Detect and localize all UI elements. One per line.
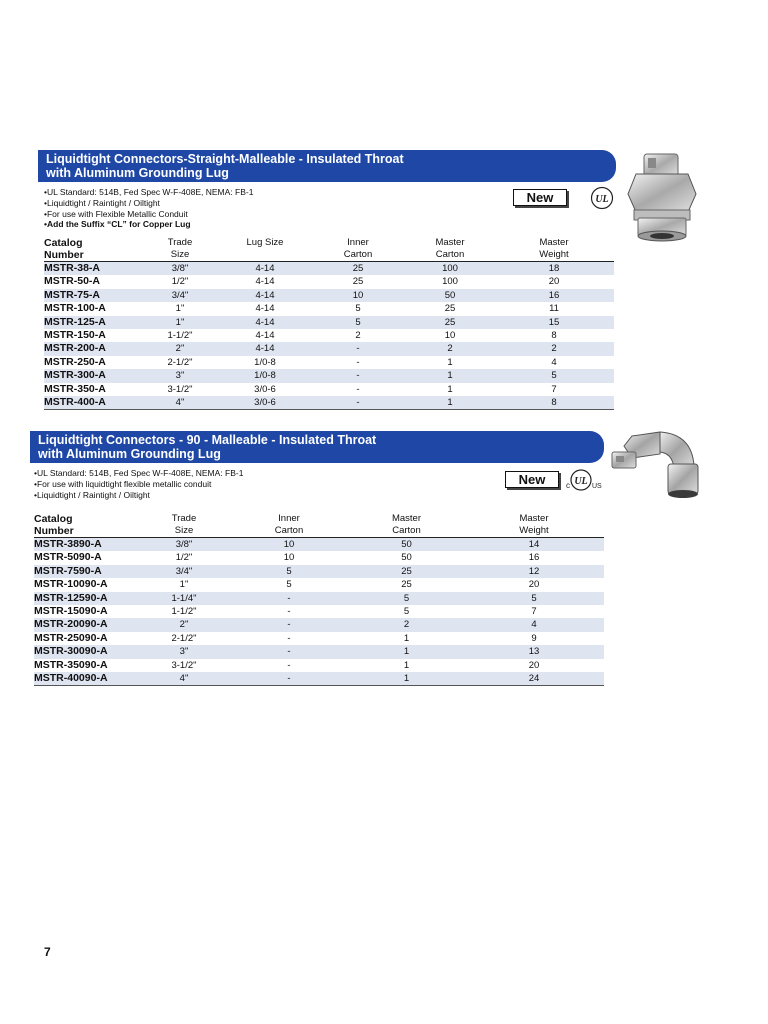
section1-new-badge: New xyxy=(513,189,567,206)
table-cell: 5 xyxy=(403,592,410,604)
table-cell: - xyxy=(287,632,291,644)
table-cell: 2 xyxy=(355,330,361,342)
section2-bullet: • Liquidtight / Raintight / Oiltight xyxy=(34,490,243,501)
table-cell: 20 xyxy=(528,579,540,591)
table-row xyxy=(44,329,614,342)
section2-new-badge: New xyxy=(505,471,559,488)
col-header-master-weight: Master Weight xyxy=(519,513,549,536)
table-cell: - xyxy=(356,370,360,382)
table-cell: 9 xyxy=(531,632,537,644)
table-row xyxy=(34,618,604,631)
table-cell: 5 xyxy=(355,303,361,315)
table-cell: 50 xyxy=(444,289,456,301)
page-number: 7 xyxy=(44,945,51,959)
table-cell: 4" xyxy=(175,397,185,409)
cul-us-listed-icon xyxy=(562,468,606,492)
catalog-number-cell: MSTR-3890-A xyxy=(34,538,102,550)
catalog-number-cell: MSTR-30090-A xyxy=(34,645,108,658)
table-cell: 1/2" xyxy=(171,276,189,288)
table-cell: 24 xyxy=(528,673,540,685)
section1-title-banner xyxy=(38,150,616,182)
catalog-number-cell: MSTR-350-A xyxy=(44,382,106,395)
section1-bullet: • Liquidtight / Raintight / Oiltight xyxy=(44,198,253,209)
table-cell: 8 xyxy=(551,330,557,342)
col-header-inner-carton: Inner Carton xyxy=(274,513,304,536)
table-cell: - xyxy=(287,646,291,658)
table-cell: 4-14 xyxy=(255,316,275,328)
cul-ul-text: UL xyxy=(574,476,588,487)
table-row xyxy=(34,551,604,564)
table-cell: 5 xyxy=(551,370,557,382)
table-row xyxy=(34,578,604,591)
catalog-number-cell: MSTR-25090-A xyxy=(34,631,108,644)
table-row xyxy=(34,565,604,578)
table-row xyxy=(44,316,614,329)
table-cell: 25 xyxy=(352,263,364,274)
section1-bullet: • UL Standard: 514B, Fed Spec W-F-408E, NEMA: FB-1 xyxy=(44,187,253,198)
section1-bullet: • Add the Suffix “CL” for Copper Lug xyxy=(44,219,253,230)
table-cell: 1" xyxy=(179,579,189,591)
catalog-number-cell: MSTR-125-A xyxy=(44,315,106,328)
section2-bullet: • For use with liquidtight flexible metallic conduit xyxy=(34,479,243,490)
section1-title-line2: with Aluminum Grounding Lug xyxy=(46,166,229,180)
table-cell: 3/0-6 xyxy=(254,397,276,409)
table-row xyxy=(44,369,614,382)
table-cell: 8 xyxy=(551,397,557,409)
table-cell: 25 xyxy=(401,579,412,591)
table-cell: 25 xyxy=(444,303,456,315)
table-cell: 2-1/2" xyxy=(167,356,193,368)
section2-title-line2: with Aluminum Grounding Lug xyxy=(38,447,221,461)
catalog-number-cell: MSTR-75-A xyxy=(44,288,101,301)
table-row xyxy=(34,645,604,658)
table-row xyxy=(44,302,614,315)
table-cell: 3/0-6 xyxy=(254,383,276,395)
table-cell: 3/4" xyxy=(171,289,189,301)
table-cell: 2 xyxy=(447,343,453,355)
table-cell: 18 xyxy=(548,263,560,274)
table-cell: 2 xyxy=(551,343,557,355)
table-cell: 50 xyxy=(401,539,412,550)
table-cell: 4 xyxy=(551,356,557,368)
catalog-number-cell: MSTR-5090-A xyxy=(34,551,102,564)
section1-feature-list xyxy=(44,187,253,230)
col-header-master-carton: Master Carton xyxy=(435,237,465,260)
table-cell: 3/4" xyxy=(175,565,193,577)
table-cell: 16 xyxy=(528,552,540,564)
table-cell: 16 xyxy=(548,289,560,301)
table-cell: 7 xyxy=(531,606,537,618)
table-cell: 5 xyxy=(286,579,292,591)
cul-us-text: US xyxy=(592,483,602,490)
table-cell: 1 xyxy=(447,370,453,382)
catalog-number-cell: MSTR-7590-A xyxy=(34,564,102,577)
section1-catalog-table xyxy=(44,237,614,410)
table-cell: - xyxy=(356,397,360,409)
table-cell: 10 xyxy=(283,552,295,564)
table-cell: 3/8" xyxy=(171,263,189,274)
straight-connector-photo xyxy=(618,150,710,242)
table-cell: - xyxy=(287,673,291,685)
section2-title-line1: Liquidtight Connectors - 90 - Malleable - Insulated Throat xyxy=(38,433,377,447)
table-cell: 10 xyxy=(352,289,364,301)
table-cell: 4-14 xyxy=(255,263,275,274)
catalog-number-cell: MSTR-35090-A xyxy=(34,658,108,671)
table-cell: 1/2" xyxy=(175,552,193,564)
catalog-number-cell: MSTR-15090-A xyxy=(34,605,108,618)
table-cell: 1 xyxy=(447,383,453,395)
table-cell: 12 xyxy=(528,565,540,577)
table-cell: 4-14 xyxy=(255,343,275,355)
table-cell: 4-14 xyxy=(255,276,275,288)
table-header-row xyxy=(34,513,604,538)
table-cell: 1 xyxy=(403,646,410,658)
table-cell: 10 xyxy=(444,330,456,342)
table-cell: 1 xyxy=(403,673,410,685)
table-cell: 7 xyxy=(551,383,557,395)
table-cell: 1 xyxy=(447,356,453,368)
table-cell: - xyxy=(356,356,360,368)
table-cell: 5 xyxy=(286,565,292,577)
table-cell: 3-1/2" xyxy=(167,383,193,395)
catalog-number-cell: MSTR-10090-A xyxy=(34,578,108,591)
table-row xyxy=(34,605,604,618)
table-cell: 4-14 xyxy=(255,330,275,342)
table-cell: 15 xyxy=(548,316,560,328)
table-row xyxy=(44,262,614,276)
table-row xyxy=(34,672,604,686)
table-cell: - xyxy=(287,592,291,604)
catalog-number-cell: MSTR-12590-A xyxy=(34,591,108,604)
table-cell: 3-1/2" xyxy=(171,659,197,671)
table-cell: 13 xyxy=(528,646,540,658)
section1-bullet: • For use with Flexible Metallic Conduit xyxy=(44,209,253,220)
catalog-number-cell: MSTR-100-A xyxy=(44,302,106,315)
col-header-trade-size: Trade Size xyxy=(167,237,193,260)
col-header-catalog-number: Catalog Number xyxy=(34,513,74,537)
table-cell: 1-1/2" xyxy=(167,330,193,342)
section2-catalog-table xyxy=(34,513,604,686)
ul-mark-text: UL xyxy=(595,194,609,205)
table-cell: 3" xyxy=(175,370,185,382)
catalog-number-cell: MSTR-400-A xyxy=(44,396,106,409)
section2-title-banner xyxy=(30,431,604,463)
ninety-degree-connector-photo xyxy=(610,424,706,504)
table-cell: 20 xyxy=(528,659,540,671)
table-cell: 1/0-8 xyxy=(254,356,276,368)
table-cell: - xyxy=(287,606,291,618)
cul-c-text: c xyxy=(566,481,570,490)
table-row xyxy=(34,538,604,552)
catalog-number-cell: MSTR-20090-A xyxy=(34,618,108,631)
table-cell: 2 xyxy=(403,619,410,631)
col-header-lug-size: Lug Size xyxy=(246,237,284,248)
table-cell: 5 xyxy=(531,592,537,604)
table-cell: 11 xyxy=(549,303,559,315)
table-cell: 25 xyxy=(401,565,412,577)
section2-bullet: • UL Standard: 514B, Fed Spec W-F-408E, NEMA: FB-1 xyxy=(34,468,243,479)
table-row xyxy=(34,632,604,645)
table-cell: 4-14 xyxy=(255,289,275,301)
table-cell: 2" xyxy=(175,343,185,355)
table-cell: 1" xyxy=(175,316,185,328)
table-cell: 1 xyxy=(403,659,410,671)
table-cell: 100 xyxy=(442,276,458,288)
table-cell: 2-1/2" xyxy=(171,632,197,644)
table-cell: 1" xyxy=(175,303,185,315)
table-row xyxy=(44,356,614,369)
catalog-number-cell: MSTR-150-A xyxy=(44,329,106,342)
table-row xyxy=(34,659,604,672)
table-cell: 14 xyxy=(528,539,540,550)
section1-title-line1: Liquidtight Connectors-Straight-Malleable - Insulated Throat xyxy=(46,152,404,166)
table-row xyxy=(44,275,614,288)
table-row xyxy=(34,592,604,605)
table-header-row xyxy=(44,237,614,262)
col-header-master-carton: Master Carton xyxy=(391,513,422,536)
table-cell: 1-1/2" xyxy=(171,606,197,618)
table-cell: 4-14 xyxy=(255,303,275,315)
table-cell: 3/8" xyxy=(175,539,193,550)
table-cell: - xyxy=(287,659,291,671)
col-header-trade-size: Trade Size xyxy=(171,513,197,536)
table-cell: - xyxy=(356,343,360,355)
table-cell: 50 xyxy=(401,552,412,564)
table-row xyxy=(44,396,614,410)
col-header-catalog-number: Catalog Number xyxy=(44,237,84,261)
table-cell: 10 xyxy=(283,539,295,550)
table-cell: 25 xyxy=(444,316,456,328)
catalog-number-cell: MSTR-40090-A xyxy=(34,672,108,685)
table-cell: 2" xyxy=(179,619,189,631)
table-cell: 100 xyxy=(442,263,458,274)
table-cell: 1 xyxy=(447,397,453,409)
col-header-inner-carton: Inner Carton xyxy=(343,237,373,260)
catalog-number-cell: MSTR-250-A xyxy=(44,355,106,368)
table-cell: 4 xyxy=(531,619,537,631)
catalog-number-cell: MSTR-200-A xyxy=(44,342,106,355)
table-cell: 3" xyxy=(179,646,189,658)
table-cell: 1 xyxy=(403,632,410,644)
table-cell: 1/0-8 xyxy=(254,370,276,382)
ul-listed-icon xyxy=(590,186,614,210)
catalog-number-cell: MSTR-38-A xyxy=(44,262,101,274)
table-cell: 1-1/4" xyxy=(171,592,197,604)
table-row xyxy=(44,383,614,396)
table-cell: 25 xyxy=(352,276,364,288)
table-cell: - xyxy=(356,383,360,395)
catalog-number-cell: MSTR-300-A xyxy=(44,369,106,382)
section2-feature-list xyxy=(34,468,243,500)
catalog-number-cell: MSTR-50-A xyxy=(44,275,101,288)
table-cell: - xyxy=(287,619,291,631)
table-cell: 5 xyxy=(403,606,410,618)
table-row xyxy=(44,342,614,355)
table-cell: 4" xyxy=(179,673,189,685)
col-header-master-weight: Master Weight xyxy=(539,237,569,260)
table-cell: 20 xyxy=(548,276,560,288)
table-row xyxy=(44,289,614,302)
table-cell: 5 xyxy=(355,316,361,328)
